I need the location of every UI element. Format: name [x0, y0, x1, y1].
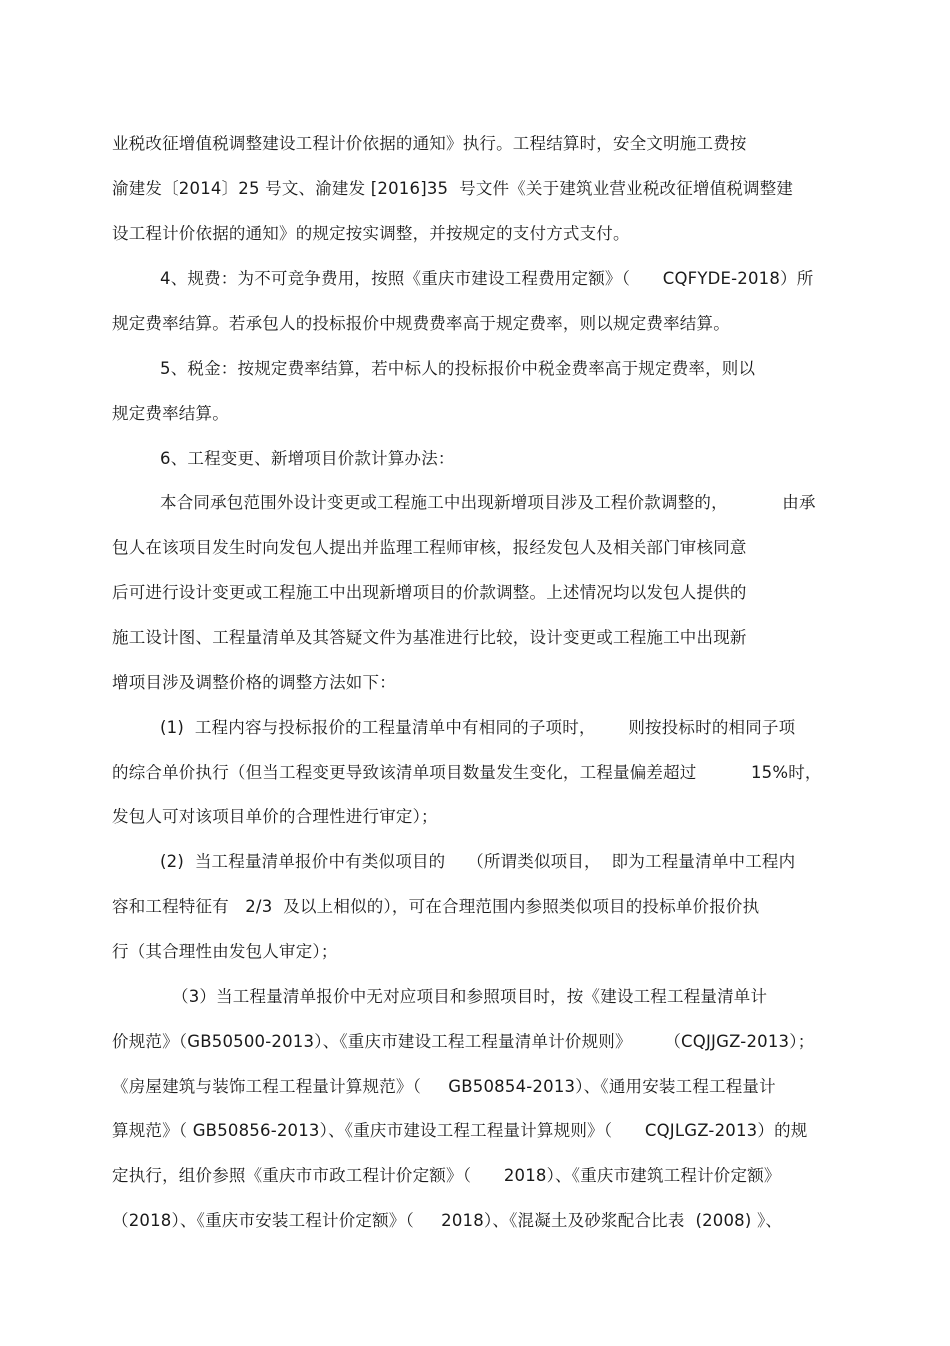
paragraph-line: 设工程计价依据的通知》的规定按实调整，并按规定的支付方式支付。	[112, 224, 630, 243]
paragraph-line: 增项目涉及调整价格的调整方法如下：	[112, 673, 396, 692]
paragraph-line: 后可进行设计变更或工程施工中出现新增项目的价款调整。上述情况均以发包人提供的	[112, 583, 747, 602]
list-item-line: (2) 当工程量清单报价中有类似项目的 （所谓类似项目， 即为工程量清单中工程内	[160, 852, 796, 871]
paragraph-line: 渝建发〔2014〕25 号文、渝建发 [2016]35 号文件《关于建筑业营业税改征增值税调整建	[112, 179, 794, 198]
paragraph-line: 5、税金：按规定费率结算，若中标人的投标报价中税金费率高于规定费率，则以	[160, 359, 756, 378]
paragraph-line: 规定费率结算。若承包人的投标报价中规费费率高于规定费率，则以规定费率结算。	[112, 314, 730, 333]
paragraph-line: 包人在该项目发生时向发包人提出并监理工程师审核，报经发包人及相关部门审核同意	[112, 538, 747, 557]
paragraph-line: 4、规费：为不可竞争费用，按照《重庆市建设工程费用定额》（ CQFYDE-2018）所	[160, 269, 814, 288]
paragraph-line: 容和工程特征有 2/3 及以上相似的），可在合理范围内参照类似项目的投标单价报价执	[112, 897, 760, 916]
section-heading: 6、工程变更、新增项目价款计算办法：	[160, 449, 455, 468]
paragraph-line: （2018）、《重庆市安装工程计价定额》（ 2018）、《混凝土及砂浆配合比表 (2008) 》、	[112, 1211, 783, 1230]
paragraph-line: 《房屋建筑与装饰工程工程量计算规范》（ GB50854-2013）、《通用安装工程工程量计	[112, 1077, 776, 1096]
list-item-line: （3）当工程量清单报价中无对应项目和参照项目时，按《建设工程工程量清单计	[172, 987, 768, 1006]
list-item-line: (1) 工程内容与投标报价的工程量清单中有相同的子项时， 则按投标时的相同子项	[160, 718, 796, 737]
paragraph-line: 规定费率结算。	[112, 404, 229, 423]
paragraph-line: 的综合单价执行（但当工程变更导致该清单项目数量发生变化，工程量偏差超过 15%时，	[112, 763, 822, 782]
paragraph-line: 价规范》（GB50500-2013）、《重庆市建设工程工程量清单计价规则》 （CQJJGZ-2013）；	[112, 1032, 815, 1051]
paragraph-line: 发包人可对该项目单价的合理性进行审定）；	[112, 807, 438, 826]
paragraph-line: 算规范》（ GB50856-2013）、《重庆市建设工程工程量计算规则》（ CQJLGZ-2013）的规	[112, 1121, 808, 1140]
paragraph-line: 业税改征增值税调整建设工程计价依据的通知》执行。工程结算时，安全文明施工费按	[112, 134, 747, 153]
paragraph-line: 本合同承包范围外设计变更或工程施工中出现新增项目涉及工程价款调整的， 由承	[160, 493, 816, 512]
paragraph-line: 定执行，组价参照《重庆市市政工程计价定额》（ 2018）、《重庆市建筑工程计价定额》	[112, 1166, 781, 1185]
paragraph-line: 施工设计图、工程量清单及其答疑文件为基准进行比较，设计变更或工程施工中出现新	[112, 628, 747, 647]
paragraph-line: 行（其合理性由发包人审定）；	[112, 942, 338, 961]
